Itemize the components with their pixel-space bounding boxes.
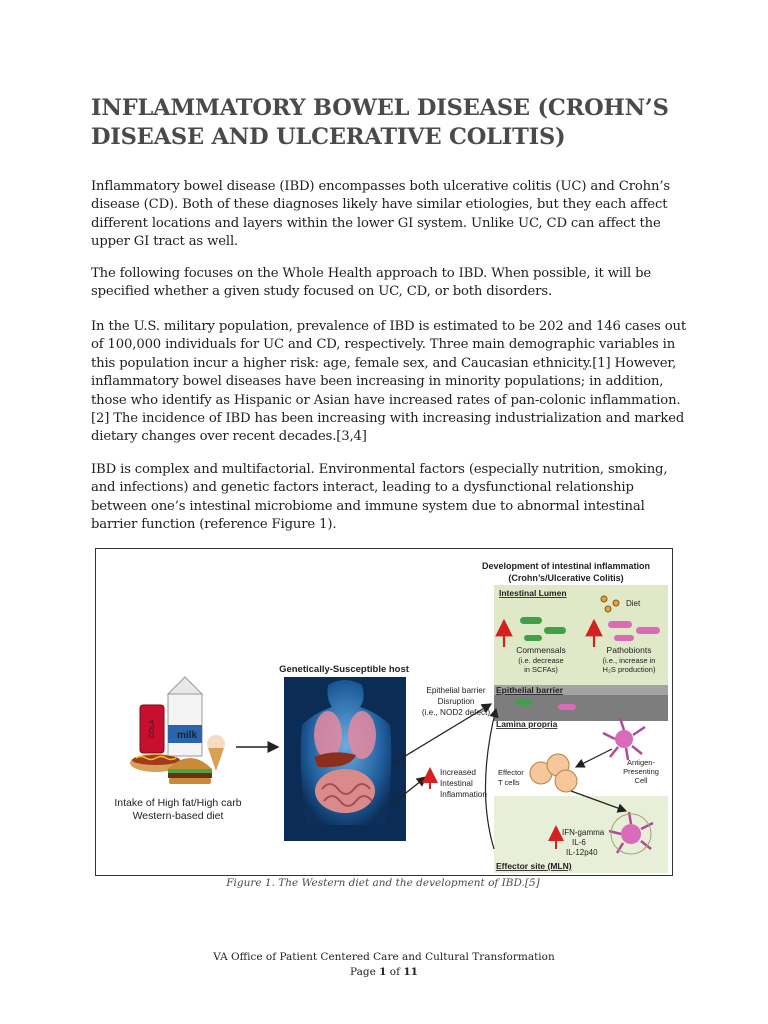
cola-can-icon: [140, 705, 164, 753]
host-label: Genetically-Susceptible host: [279, 664, 409, 675]
panel-title-line1: Development of intestinal inflammation: [481, 561, 651, 571]
footer-org: VA Office of Patient Centered Care and Cultural Transformation: [213, 951, 555, 963]
pathobionts-label: Pathobionts: [606, 645, 652, 655]
lamina-propria-panel: [494, 718, 668, 796]
commensals-label: Commensals: [516, 645, 566, 655]
figure-illustration: [96, 549, 672, 875]
pathobionts-sub2: H₂S production): [602, 665, 656, 674]
footer-page-total: 11: [403, 966, 418, 978]
ice-cream-icon: [207, 735, 225, 771]
cytokine-3: IL-12p40: [566, 848, 598, 857]
barrier-disruption-line3: (i.e., NOD2 defect): [421, 708, 491, 717]
increased-line3: Inflammation: [440, 790, 487, 799]
lamina-label: Lamina propria: [496, 719, 558, 729]
footer-of-word: of: [389, 966, 401, 978]
figure-caption: Figure 1. The Western diet and the development of IBD.[5]: [226, 877, 540, 889]
increased-line1: Increased: [440, 768, 476, 777]
paragraph-whole-health: The following focuses on the Whole Health approach to IBD. When possible, it will be specified whether a given study focused on UC, CD, or both disorders.: [91, 266, 652, 300]
milk-label: milk: [177, 730, 198, 741]
lumen-label: Intestinal Lumen: [499, 588, 567, 598]
pathobionts-sub1: (i.e., increase in: [602, 656, 656, 665]
apc-line2: Presenting: [623, 767, 659, 776]
paragraph-prevalence: In the U.S. military population, prevalence of IBD is estimated to be 202 and 146 cases out of 100,000 individuals for UC and CD, respectively. Three main demographic variables in this population incur a higher risk: age, female sex, and Caucasian ethnicity.[1] However, inflammatory bowel diseases have been increasing in minority populations; in addition, those who identify as Hispanic or Asian have increased rates of pan-colonic inflammation.[2] The incidence of IBD has been increasing with increasing industrialization and marked dietary changes over recent decades.[3,4]: [91, 319, 686, 445]
footer-page-number: 1: [379, 966, 387, 978]
footer-page-indicator: [0, 965, 768, 980]
diet-label-line2: Western-based diet: [132, 810, 224, 822]
apc-line3: Cell: [634, 776, 648, 785]
cola-label: COLA: [149, 719, 156, 739]
effector-site-panel: [494, 791, 668, 873]
footer-page-word: Page: [350, 966, 376, 978]
western-diet-food-illustration: [130, 677, 225, 784]
intestinal-lumen-panel: [494, 585, 668, 685]
effector-site-label: Effector site (MLN): [496, 861, 572, 871]
figure-1: [95, 548, 673, 876]
paragraph-intro: Inflammatory bowel disease (IBD) encompasses both ulcerative colitis (UC) and Crohn’s disease (CD). Both of these diagnoses likely have similar etiologies, but they each affect different locations and layers within the lower GI system. Unlike UC, CD can affect the upper GI tract as well.: [91, 179, 670, 250]
epithelial-barrier-layer: [494, 685, 668, 721]
effector-line2: T cells: [498, 778, 520, 787]
apc-line1: Antigen-: [627, 758, 655, 767]
milk-carton-icon: [168, 677, 202, 756]
cytokine-1: IFN-gamma: [562, 828, 605, 837]
cytokine-2: IL-6: [572, 838, 586, 847]
effector-line1: Effector: [498, 768, 524, 777]
diet-small-label: Diet: [626, 599, 641, 608]
document-title: INFLAMMATORY BOWEL DISEASE (CROHN’S DISEASE AND ULCERATIVE COLITIS): [91, 95, 669, 150]
panel-title-line2: (Crohn’s/Ulcerative Colitis): [508, 573, 624, 583]
epithelial-barrier-label: Epithelial barrier: [496, 685, 564, 695]
barrier-disruption-line2: Disruption: [437, 697, 475, 706]
barrier-disruption-line1: Epithelial barrier: [426, 686, 486, 695]
commensals-sub2: in SCFAs): [524, 665, 558, 674]
paragraph-multifactorial: IBD is complex and multifactorial. Environmental factors (especially nutrition, smoking, and infections) and genetic factors interact, leading to a dysfunctional relationship between one’s intestinal microbiome and immune system due to abnormal intestinal barrier function (reference Figure 1).: [91, 462, 668, 533]
human-body-illustration: [284, 677, 406, 841]
commensals-sub1: (i.e. decrease: [518, 656, 564, 665]
increased-line2: Intestinal: [440, 779, 473, 788]
diet-label-line1: Intake of High fat/High carb: [114, 797, 242, 809]
page-footer: [0, 950, 768, 980]
